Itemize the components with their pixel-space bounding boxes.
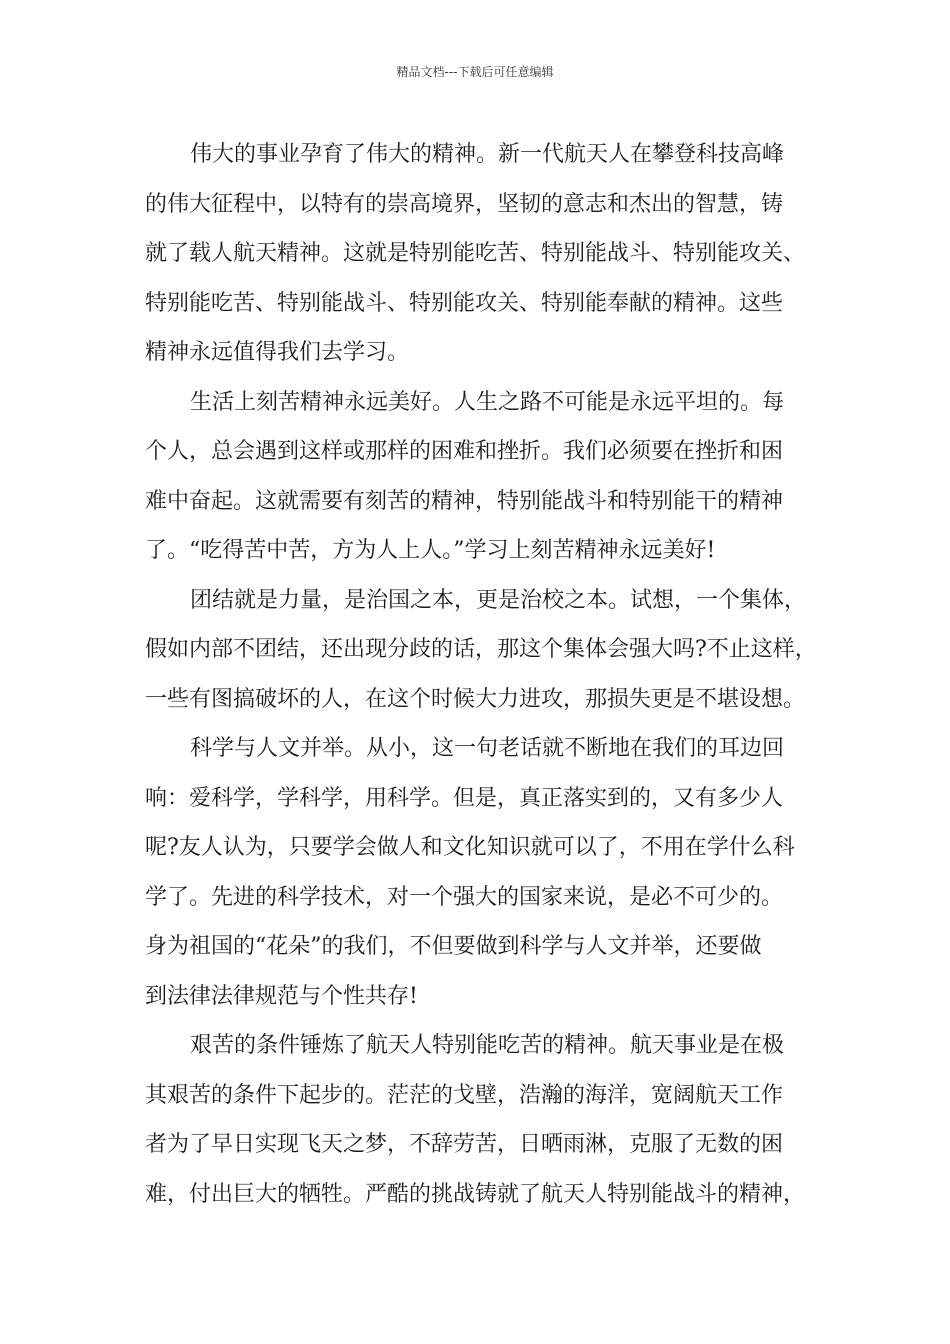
text-line: 伟大的事业孕育了伟大的精神。新一代航天人在攀登科技高峰	[190, 142, 785, 167]
text-line: 学了。先进的科学技术，对一个强大的国家来说，是必不可少的。	[145, 884, 784, 910]
text-line: 到法律法律规范与个性共存!	[145, 983, 418, 1009]
paragraph	[145, 1021, 825, 1219]
text-line: 科学与人文并举。从小，这一句老话就不断地在我们的耳边回	[190, 736, 785, 761]
paragraph	[145, 130, 825, 378]
text-line: 难中奋起。这就需要有刻苦的精神，特别能战斗和特别能干的精神	[145, 488, 784, 514]
text-line: 呢?友人认为，只要学会做人和文化知识就可以了，不用在学什么科	[145, 835, 795, 860]
text-line: 个人，总会遇到这样或那样的困难和挫折。我们必须要在挫折和困	[145, 439, 784, 464]
text-line: 特别能吃苦、特别能战斗、特别能攻关、特别能奉献的精神。这些	[145, 290, 784, 316]
document-body	[145, 130, 825, 1219]
text-line: 的伟大征程中，以特有的崇高境界，坚韧的意志和杰出的智慧，铸	[145, 191, 784, 217]
text-line: 难，付出巨大的牺牲。严酷的挑战铸就了航天人特别能战斗的精神，	[145, 1181, 806, 1207]
paragraph	[145, 378, 825, 576]
text-line: 一些有图搞破坏的人，在这个时候大力进攻，那损失更是不堪设想。	[145, 686, 806, 712]
text-line: 艰苦的条件锤炼了航天人特别能吃苦的精神。航天事业是在极	[190, 1033, 785, 1058]
text-line: 了。“吃得苦中苦，方为人上人。”学习上刻苦精神永远美好!	[145, 538, 716, 563]
text-line: 团结就是力量，是治国之本，更是治校之本。试想，一个集体，	[190, 587, 807, 613]
text-line: 身为祖国的“花朵”的我们，不但要做到科学与人文并举，还要做	[145, 934, 762, 959]
page-header: 精品文档---下载后可任意编辑	[396, 65, 554, 79]
text-line: 假如内部不团结，还出现分歧的话，那这个集体会强大吗?不止这样，	[145, 637, 817, 662]
text-line: 精神永远值得我们去学习。	[145, 340, 410, 365]
paragraph	[145, 724, 825, 1021]
paragraph	[145, 576, 825, 725]
text-line: 就了载人航天精神。这就是特别能吃苦、特别能战斗、特别能攻关、	[145, 241, 806, 266]
text-line: 者为了早日实现飞天之梦，不辞劳苦，日晒雨淋，克服了无数的困	[145, 1132, 784, 1157]
text-line: 响：爱科学，学科学，用科学。但是，真正落实到的，又有多少人	[145, 785, 784, 811]
text-line: 其艰苦的条件下起步的。茫茫的戈壁，浩瀚的海洋，宽阔航天工作	[145, 1082, 784, 1108]
text-line: 生活上刻苦精神永远美好。人生之路不可能是永远平坦的。每	[190, 389, 785, 415]
